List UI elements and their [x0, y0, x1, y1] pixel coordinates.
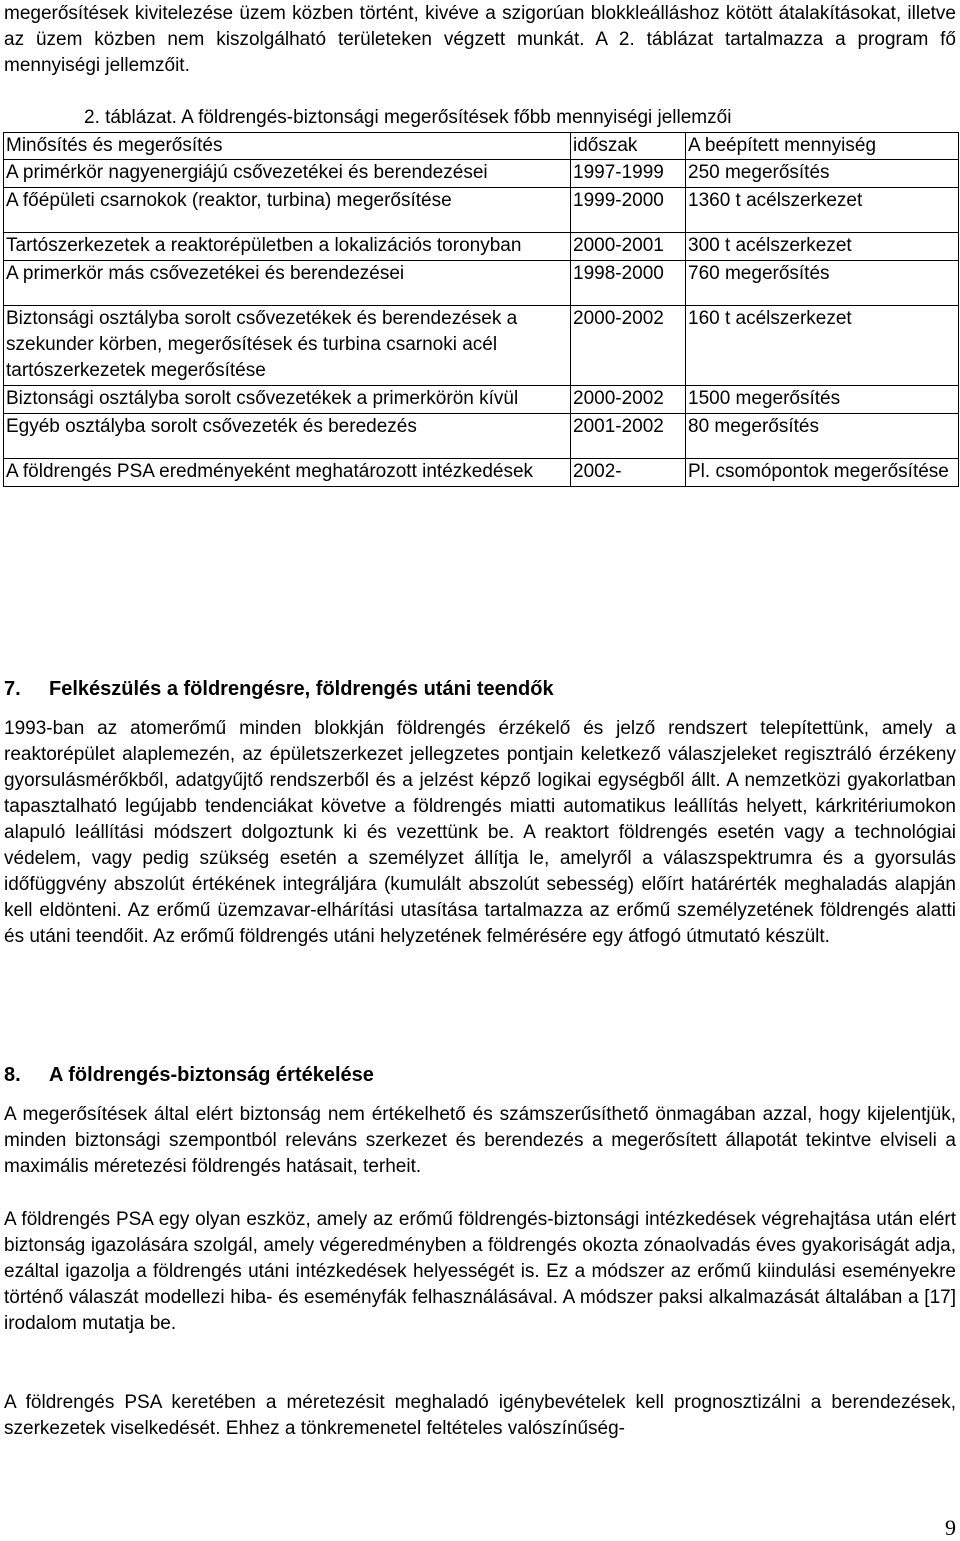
section-7-paragraph: 1993-ban az atomerőmű minden blokkján földrengés érzékelő és jelző rendszert telepítettünk, amely a reaktorépület alaplemezén, az épületszerkezet jellegzetes pontjain keletkező válaszjeleket regisztráló érzékeny gyorsulásmérőkből, adatgyűjtő rendszerből és a jelzést képző logikai egységből állt. A nemzetközi gyakorlatban tapasztalható legújabb tendenciákat követve a földrengés miatti automatikus leállítás helyett, kárkritériumokon alapuló leállítási módszert dolgoztunk ki és vezettünk be. A reaktort földrengés esetén vagy a technológiai védelem, vagy pedig szükség esetén a személyzet állítja le, amelyről a válaszspektrumra és a gyorsulás időfüggvény abszolút értékének integráljára (kumulált abszolút sebesség) előírt határérték meghaladás alapján kell eldönteni. Az erőmű üzemzavar-elhárítási utasítása tartalmazza az erőmű személyzetének földrengés alatti és utáni teendőit. Az erőmű földrengés utáni helyzetének felmérésére egy átfogó útmutató készült.	[4, 718, 956, 947]
table-cell: 1360 t acélszerkezet	[686, 188, 959, 233]
header-cell: időszak	[571, 133, 686, 160]
table-row	[4, 459, 959, 487]
table-header-row	[4, 133, 959, 160]
table-cell: 2000-2001	[571, 233, 686, 261]
table-cell: 300 t acélszerkezet	[686, 233, 959, 261]
table-cell: Biztonsági osztályba sorolt csővezetékek és berendezések a szekunder körben, megerősítések és turbina csarnoki acél tartószerkezetek megerősítése	[4, 306, 571, 386]
table-row	[4, 233, 959, 261]
table-row	[4, 188, 959, 233]
header-cell: Minősítés és megerősítés	[4, 133, 571, 160]
table-cell: 1997-1999	[571, 160, 686, 188]
table-cell: 1999-2000	[571, 188, 686, 233]
section-title: A földrengés-biztonság értékelése	[49, 1064, 374, 1086]
intro-paragraph: megerősítések kivitelezése üzem közben történt, kivéve a szigorúan blokkleálláshoz kötött átalakításokat, illetve az üzem közben nem kiszolgálható területeken végzett munkát. A 2. táblázat tartalmazza a program fő mennyiségi jellemzőit.	[4, 3, 956, 76]
table-cell: Tartószerkezetek a reaktorépületben a lokalizációs toronyban	[4, 233, 571, 261]
table-cell: Pl. csomópontok megerősítése	[686, 459, 959, 487]
table-cell: A földrengés PSA eredményeként meghatározott intézkedések	[4, 459, 571, 487]
table-row	[4, 160, 959, 188]
table-row	[4, 386, 959, 414]
table-cell: A primérkör nagyenergiájú csővezetékei és berendezései	[4, 160, 571, 188]
table-cell: 80 megerősítés	[686, 414, 959, 459]
table-cell: 160 t acélszerkezet	[686, 306, 959, 386]
table-row	[4, 414, 959, 459]
header-cell: A beépített mennyiség	[686, 133, 959, 160]
section-title: Felkészülés a földrengésre, földrengés utáni teendők	[49, 678, 554, 700]
table-row	[4, 261, 959, 306]
table-cell: A primerkör más csővezetékei és berendezései	[4, 261, 571, 306]
table-cell: A főépületi csarnokok (reaktor, turbina) megerősítése	[4, 188, 571, 233]
table-caption: 2. táblázat. A földrengés-biztonsági megerősítések főbb mennyiségi jellemzői	[84, 107, 732, 128]
table-cell: 2002-	[571, 459, 686, 487]
section-number: 7.	[4, 678, 21, 700]
table-cell: 1998-2000	[571, 261, 686, 306]
section-8-paragraph-2: A földrengés PSA egy olyan eszköz, amely az erőmű földrengés-biztonsági intézkedések végrehajtása után elért biztonság igazolására szolgál, amely végeredményben a földrengés okozta zónaolvadás éves gyakoriságát adja, ezáltal igazolja a földrengés utáni intézkedések helyességét is. Ez a módszer az erőmű kiindulási eseményekre történő válaszát modellezi hiba- és eseményfák felhasználásával. A módszer paksi alkalmazását általában a [17] irodalom mutatja be.	[4, 1209, 956, 1334]
table-cell: 2000-2002	[571, 386, 686, 414]
table-cell: 1500 megerősítés	[686, 386, 959, 414]
page-number: 9	[945, 1515, 956, 1540]
quantities-table	[3, 132, 959, 487]
table-cell: 250 megerősítés	[686, 160, 959, 188]
section-8-paragraph-3: A földrengés PSA keretében a méretezésit meghaladó igénybevételek kell prognosztizálni a berendezések, szerkezetek viselkedését. Ehhez a tönkremenetel feltételes valószínűség-	[4, 1392, 956, 1439]
section-number: 8.	[4, 1064, 21, 1086]
section-8-paragraph-1: A megerősítések által elért biztonság nem értékelhető és számszerűsíthető önmagában azzal, hogy kijelentjük, minden biztonsági szempontból releváns szerkezet és berendezés a megerősített állapotát tekintve elviseli a maximális méretezési földrengés hatásait, terheit.	[4, 1104, 956, 1177]
table-cell: Egyéb osztályba sorolt csővezeték és beredezés	[4, 414, 571, 459]
table-cell: 2001-2002	[571, 414, 686, 459]
table-cell: 760 megerősítés	[686, 261, 959, 306]
table-cell: Biztonsági osztályba sorolt csővezetékek a primerkörön kívül	[4, 386, 571, 414]
table-row	[4, 306, 959, 386]
section-8-heading	[4, 1062, 374, 1088]
section-7-heading	[4, 676, 554, 702]
table-cell: 2000-2002	[571, 306, 686, 386]
